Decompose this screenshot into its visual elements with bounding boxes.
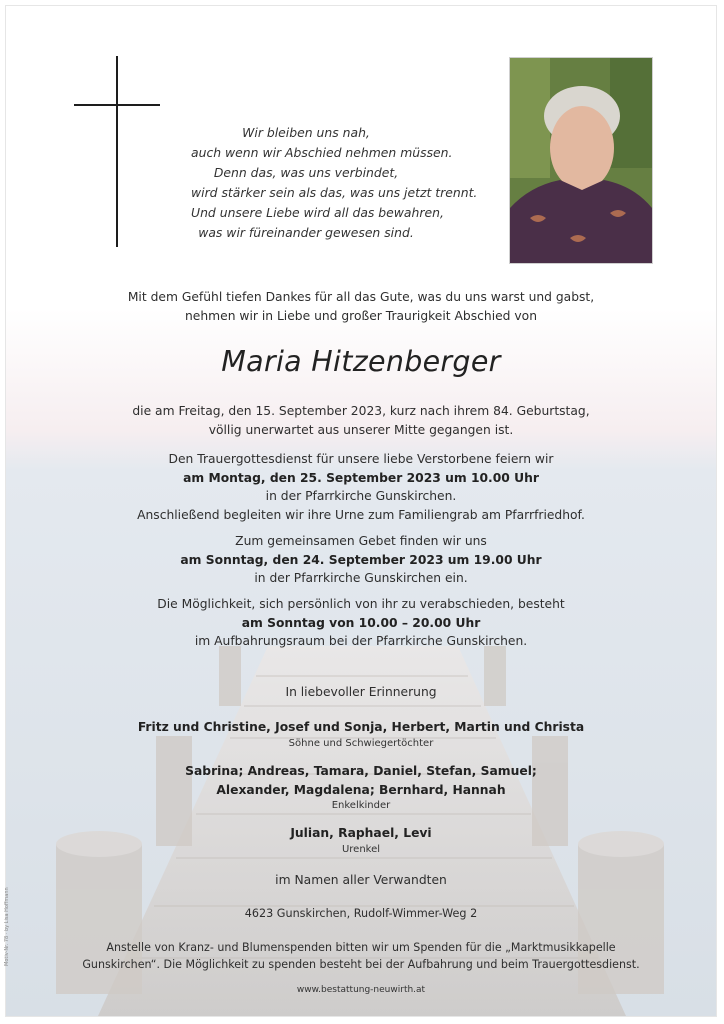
family-children (6, 718, 716, 751)
viewing-date: am Sonntag von 10.00 – 20.00 Uhr (241, 615, 481, 630)
prayer-line: in der Pfarrkirche Gunskirchen ein. (254, 571, 468, 586)
obituary-page (6, 6, 716, 1016)
intro-line: Mit dem Gefühl tiefen Dankes für all das Gute, was du uns warst und gabst, (127, 290, 595, 304)
service-line: Den Trauergottesdienst für unsere liebe Verstorbene feiern wir (168, 452, 554, 466)
service-line: in der Pfarrkirche Gunskirchen. (265, 489, 457, 504)
grandchildren-role: Enkelkinder (331, 800, 391, 812)
poem-line: Wir bleiben uns nah, (242, 125, 370, 140)
family-grandchildren (6, 762, 716, 813)
donation-line: Gunskirchen“. Die Möglichkeit zu spenden besteht bei der Aufbahrung und beim Trauergottesdienst. (82, 958, 640, 971)
funeral-service-info (6, 450, 716, 524)
donation-line: Anstelle von Kranz- und Blumenspenden bitten wir um Spenden für die „Marktmusikkapelle (106, 941, 616, 954)
prayer-info (6, 532, 716, 588)
prayer-line: Zum gemeinsamen Gebet finden wir uns (235, 534, 487, 548)
donation-note (6, 939, 716, 973)
intro-text (6, 288, 716, 325)
grandchildren-names: Alexander, Magdalena; Bernhard, Hannah (216, 782, 506, 797)
relatives-line (6, 871, 716, 890)
memorial-poem (191, 123, 478, 243)
cross-symbol-vertical (116, 56, 118, 247)
address-text: 4623 Gunskirchen, Rudolf-Wimmer-Weg 2 (244, 907, 478, 920)
poem-line: auch wenn wir Abschied nehmen müssen. (191, 145, 453, 160)
poem-line: wird stärker sein als das, was uns jetzt trennt. (191, 185, 478, 200)
children-names: Fritz und Christine, Josef und Sonja, Herbert, Martin und Christa (137, 720, 585, 734)
service-line: Anschließend begleiten wir ihre Urne zum Familiengrab am Pfarrfriedhof. (137, 507, 585, 522)
remembrance-heading (6, 683, 716, 702)
viewing-line: im Aufbahrungsraum bei der Pfarrkirche Gunskirchen. (194, 634, 528, 649)
family-great-grandchildren (6, 824, 716, 857)
children-role: Söhne und Schwiegertöchter (288, 737, 434, 749)
address (6, 905, 716, 924)
notice-line: die am Freitag, den 15. September 2023, kurz nach ihrem 84. Geburtstag, (132, 404, 590, 418)
prayer-date: am Sonntag, den 24. September 2023 um 19.00 Uhr (180, 552, 542, 567)
website-link[interactable]: www.bestattung-neuwirth.at (296, 985, 426, 995)
poem-line: was wir füreinander gewesen sind. (198, 225, 414, 240)
remembrance-text: In liebevoller Erinnerung (285, 685, 437, 699)
image-credit: Motiv-Nr. 78 · by Lisa Hoffmann (4, 887, 10, 966)
intro-line: nehmen wir in Liebe und großer Traurigkeit Abschied von (185, 308, 537, 323)
deceased-name: Maria Hitzenberger (221, 345, 501, 378)
great-grandchildren-role: Urenkel (341, 843, 381, 855)
poem-line: Und unsere Liebe wird all das bewahren, (191, 205, 444, 220)
cross-symbol-horizontal (74, 104, 160, 106)
relatives-text: im Namen aller Verwandten (275, 873, 447, 887)
portrait-photo (509, 57, 653, 264)
service-date: am Montag, den 25. September 2023 um 10.00 Uhr (183, 470, 539, 485)
notice-line: völlig unerwartet aus unserer Mitte gegangen ist. (208, 422, 514, 437)
great-grandchildren-names: Julian, Raphael, Levi (290, 826, 432, 840)
death-notice (6, 402, 716, 439)
viewing-line: Die Möglichkeit, sich persönlich von ihr zu verabschieden, besteht (157, 597, 565, 611)
grandchildren-names: Sabrina; Andreas, Tamara, Daniel, Stefan, Samuel; (185, 764, 537, 778)
viewing-info (6, 595, 716, 651)
poem-line: Denn das, was uns verbindet, (213, 165, 399, 180)
